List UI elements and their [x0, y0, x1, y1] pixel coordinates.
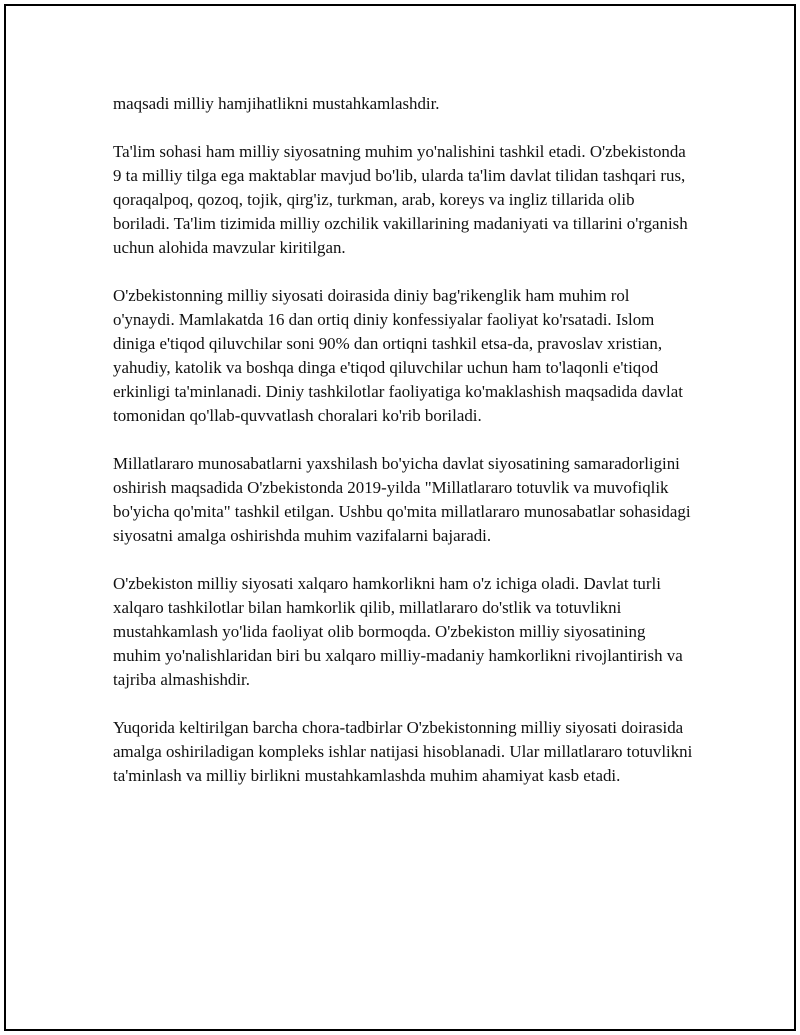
paragraph-international-cooperation: O'zbekiston milliy siyosati xalqaro hamkorlikni ham o'z ichiga oladi. Davlat turli xalqaro tashkilotlar bilan hamkorlik qilib, millatlararo do'stlik va totuvlikni mustahkamlash yo'lida faoliyat olib bormoqda. O'zbekiston milliy siyosatining muhim yo'nalishlaridan biri bu xalqaro milliy-madaniy hamkorlikni rivojlantirish va tajriba almashishdir. — [113, 574, 683, 689]
paragraph-education: Ta'lim sohasi ham milliy siyosatning muhim yo'nalishini tashkil etadi. O'zbekistonda 9 ta milliy tilga ega maktablar mavjud bo'lib, ularda ta'lim davlat tilidan tashqari rus, qoraqalpoq, qozoq, tojik, qirg'iz, turkman, arab, koreys va ingliz tillarida olib boriladi. Ta'lim tizimida milliy ozchilik vakillarining madaniyati va tillarini o'rganish uchun alohida mavzular kiritilgan. — [113, 142, 688, 257]
paragraph-interethnic-committee: Millatlararo munosabatlarni yaxshilash bo'yicha davlat siyosatining samaradorligini oshirish maqsadida O'zbekistonda 2019-yilda "Millatlararo totuvlik va muvofiqlik bo'yicha qo'mita" tashkil etilgan. Ushbu qo'mita millatlararo munosabatlar sohasidagi siyosatni amalga oshirishda muhim vazifalarni bajaradi. — [113, 454, 691, 545]
paragraph-religious-tolerance: O'zbekistonning milliy siyosati doirasida diniy bag'rikenglik ham muhim rol o'ynaydi. Mamlakatda 16 dan ortiq diniy konfessiyalar faoliyat ko'rsatadi. Islom diniga e'tiqod qiluvchilar soni 90% dan ortiqni tashkil etsa-da, pravoslav xristian, yahudiy, katolik va boshqa dinga e'tiqod qiluvchilar uchun ham to'laqonli e'tiqod erkinligi ta'minlanadi. Diniy tashkilotlar faoliyatiga ko'maklashish maqsadida davlat tomonidan qo'llab-quvvatlash choralari ko'rib boriladi. — [113, 286, 683, 425]
document-body — [113, 92, 693, 812]
paragraph-conclusion: Yuqorida keltirilgan barcha chora-tadbirlar O'zbekistonning milliy siyosati doirasida amalga oshiriladigan kompleks ishlar natijasi hisoblanadi. Ular millatlararo totuvlikni ta'minlash va milliy birlikni mustahkamlashda muhim ahamiyat kasb etadi. — [113, 718, 693, 785]
paragraph-continuation: maqsadi milliy hamjihatlikni mustahkamlashdir. — [113, 94, 440, 113]
